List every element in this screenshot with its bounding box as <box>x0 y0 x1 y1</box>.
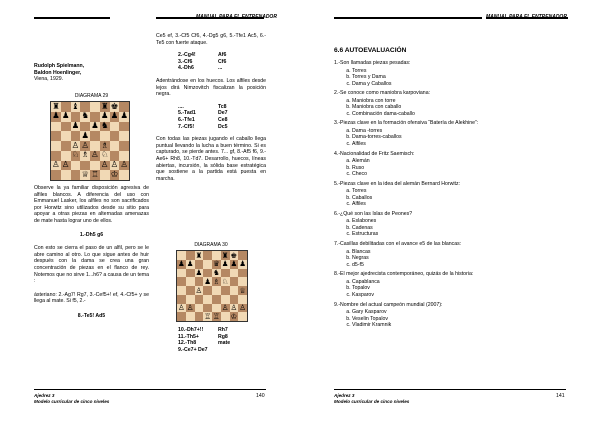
black-pawn-icon: ♟ <box>71 121 80 132</box>
question-text: 1.-Son llamadas piezas pesadas: <box>334 60 411 66</box>
board-square <box>110 112 120 122</box>
move-black: Dc5 <box>218 123 228 130</box>
board-square <box>80 131 90 141</box>
footer-subtitle: Modelo curricular de cinco niveles <box>34 399 110 404</box>
black-knight-icon: ♞ <box>81 111 89 122</box>
chess-diagram-30 <box>176 250 248 322</box>
black-pawn-icon: ♟ <box>100 111 109 122</box>
move-list <box>156 52 266 72</box>
board-square <box>100 141 110 151</box>
move-black: De7 <box>218 110 228 117</box>
paragraph: Con todas las piezas jugando el caballo llega puntual llevando la lucha a buen término. Si es capturado, se pierde antes. 7... gf, 8.-Af5 f6, 9.-Ae6+ Rh8, 10.-Td7. Desarrollo, huecos, líneas abiertas, incursión, la sólida base estratégica que sostiene a la partida está puesta en marcha. <box>156 136 266 182</box>
board-square <box>51 170 61 180</box>
white-pawn-icon: ♙ <box>221 303 229 313</box>
board-square <box>186 260 195 269</box>
board-square <box>110 151 120 161</box>
board-square <box>212 295 221 304</box>
board-square <box>71 122 81 132</box>
black-knight-icon: ♞ <box>213 268 220 278</box>
move-list <box>156 327 266 353</box>
answer-option: b. Maniobra con caballo <box>352 104 566 111</box>
white-pawn-icon: ♙ <box>186 303 194 313</box>
move-white: 3.-Cf6 <box>178 58 193 65</box>
board-square <box>90 170 100 180</box>
board-square <box>51 151 61 161</box>
board-square <box>90 131 100 141</box>
move-white: 9.-Ce7+ De7 <box>178 346 208 353</box>
answer-option: c. d5-f5 <box>352 262 566 269</box>
black-knight-icon: ♞ <box>100 121 109 132</box>
move-white: 7.-Cf5! <box>178 123 195 130</box>
header-rule <box>486 17 568 19</box>
board-square <box>90 102 100 112</box>
board-square <box>119 122 129 132</box>
move-white: 6.-Tfe1 <box>178 116 195 123</box>
board-square <box>71 161 81 171</box>
question <box>334 241 566 268</box>
answer-option: b. Topalov <box>352 285 566 292</box>
board-square <box>230 304 239 313</box>
paragraph: Adentrándose en los huecos. Los alfiles desde lejos dirá Nimzovitch fiscalizan la posición negra. <box>156 77 266 98</box>
move-white: 2.-Cg4! <box>178 52 196 59</box>
answer-option: b. Negras <box>352 255 566 262</box>
move-black: ... <box>218 65 223 72</box>
board-square <box>90 122 100 132</box>
black-king-icon: ♚ <box>110 101 119 112</box>
footer-subtitle: Modelo curricular de cinco niveles <box>334 399 410 404</box>
board-square <box>230 260 239 269</box>
right-page <box>300 0 600 424</box>
answer-option: c. Combinación dama-caballo <box>352 111 566 118</box>
white-pawn-icon: ♙ <box>71 140 80 151</box>
header-title: MANUAL PARA EL ENTRENADOR <box>196 14 277 20</box>
board-square <box>100 112 110 122</box>
question <box>334 181 566 208</box>
footer-book: Ajedrez 3 <box>334 393 355 398</box>
diagram-caption: DIAGRAMA 30 <box>194 242 228 248</box>
board-square <box>61 170 71 180</box>
board-square <box>119 151 129 161</box>
board-square <box>212 269 221 278</box>
board-square <box>177 286 186 295</box>
board-square <box>203 286 212 295</box>
board-square <box>80 102 90 112</box>
board-square <box>203 269 212 278</box>
board-square <box>238 312 247 321</box>
white-bishop-icon: ♗ <box>100 140 109 151</box>
page-number: 141 <box>556 393 565 399</box>
board-square <box>119 141 129 151</box>
answer-option: c. Checo <box>352 171 566 178</box>
board-square <box>61 102 71 112</box>
board-square <box>119 102 129 112</box>
answer-option: a. Eslabones <box>352 218 566 225</box>
black-king-icon: ♚ <box>230 250 238 260</box>
white-king-icon: ♔ <box>110 169 119 180</box>
white-rook-icon: ♖ <box>204 311 211 321</box>
black-rook-icon: ♜ <box>221 250 229 260</box>
board-square <box>212 277 221 286</box>
board-square <box>186 304 195 313</box>
white-pawn-icon: ♙ <box>230 303 238 313</box>
black-pawn-icon: ♟ <box>91 121 99 132</box>
diagram-caption: DIAGRAMA 29 <box>74 93 109 99</box>
board-square <box>90 112 100 122</box>
white-pawn-icon: ♙ <box>91 150 99 161</box>
black-pawn-icon: ♟ <box>178 259 185 269</box>
answer-option: a. Capablanca <box>352 279 566 286</box>
answer-option: a. Torres <box>352 188 566 195</box>
board-square <box>238 304 247 313</box>
board-square <box>177 269 186 278</box>
board-square <box>80 161 90 171</box>
board-square <box>186 277 195 286</box>
move-white: 12.-Th8 <box>178 340 197 347</box>
question <box>334 90 566 117</box>
paragraph: Observe la ya familiar disposición agresiva de alfiles blancos. A diferencia del uso con Emmanuel Lasker, los alfiles no son sacrificados por Horwitz sino utilizados desde su sitio para apoyar a otras piezas en alternadas amenazas de mate hasta lograr uno de ellos. <box>34 185 149 224</box>
black-pawn-icon: ♟ <box>61 111 70 122</box>
footer-rule <box>334 389 566 390</box>
white-pawn-icon: ♙ <box>110 160 119 171</box>
board-square <box>177 277 186 286</box>
question <box>334 211 566 238</box>
board-square <box>100 122 110 132</box>
white-pawn-icon: ♙ <box>120 160 128 171</box>
move-black: mate <box>218 340 231 347</box>
move-black: Ce8 <box>218 116 228 123</box>
board-square <box>212 312 221 321</box>
question-text: 4.-Nacionalidad de Fritz Saemisch: <box>334 150 415 157</box>
board-square <box>186 312 195 321</box>
white-pawn-icon: ♙ <box>81 140 89 151</box>
white-knight-icon: ♘ <box>100 150 109 161</box>
board-square <box>61 161 71 171</box>
board-square <box>80 170 90 180</box>
board-square <box>110 122 120 132</box>
answer-option: b. Caballos <box>352 195 566 202</box>
board-square <box>90 161 100 171</box>
board-square <box>80 141 90 151</box>
board-square <box>212 286 221 295</box>
board-square <box>119 131 129 141</box>
board-square <box>71 131 81 141</box>
move-black: Rh7 <box>218 327 228 333</box>
board-square <box>71 112 81 122</box>
place: Viena, 1929. <box>34 76 64 83</box>
board-square <box>238 277 247 286</box>
board-square <box>195 269 204 278</box>
board-square <box>119 170 129 180</box>
paragraph: ásteriano: 2.-Ag7! Rg7, 3.-Cef5+! ef, 4.-Cf5+ y se llega al mate. Si f5, 2.- <box>34 291 149 305</box>
answer-option: a. Dama -torres <box>352 128 566 135</box>
answer-option: a. Torres <box>352 68 566 75</box>
black-pawn-icon: ♟ <box>230 259 238 269</box>
black-pawn-icon: ♟ <box>195 268 203 278</box>
move-black <box>218 347 244 354</box>
board-square <box>203 260 212 269</box>
board-square <box>195 251 204 260</box>
board-square <box>71 141 81 151</box>
question <box>334 302 566 329</box>
black-rook-icon: ♜ <box>195 250 203 260</box>
board-square <box>177 260 186 269</box>
white-pawn-icon: ♙ <box>52 160 60 171</box>
board-square <box>221 312 230 321</box>
board-square <box>61 122 71 132</box>
question <box>334 271 566 298</box>
question-text: 8.-El mejor ajedrecista contemporáneo, quizás de la historia: <box>334 271 474 278</box>
question-text: 6.-¿Qué son las Islas de Peones? <box>334 210 413 217</box>
white-pawn-icon: ♙ <box>61 160 70 171</box>
board-square <box>221 286 230 295</box>
white-pawn-icon: ♙ <box>195 285 203 295</box>
board-square <box>203 312 212 321</box>
board-square <box>203 277 212 286</box>
board-square <box>80 112 90 122</box>
white-rook-icon: ♖ <box>213 311 220 321</box>
question-text: 5.-Piezas clave en la idea del alemán Bernard Horwitz: <box>334 180 461 187</box>
board-square <box>90 151 100 161</box>
board-square <box>221 260 230 269</box>
board-square <box>230 286 239 295</box>
answer-option: c. Vladimir Kramnik <box>352 322 566 329</box>
board-square <box>61 151 71 161</box>
move-black: Tc8 <box>218 103 227 110</box>
board-square <box>71 151 81 161</box>
black-pawn-icon: ♟ <box>204 276 211 286</box>
board-square <box>110 161 120 171</box>
black-pawn-icon: ♟ <box>110 111 119 122</box>
opponent: Baldon Hoenlinger, <box>34 69 82 76</box>
board-square <box>238 286 247 295</box>
white-king-icon: ♔ <box>230 311 238 321</box>
chess-diagram-29 <box>50 101 130 181</box>
board-square <box>230 269 239 278</box>
paragraph: Ce5 ef, 3.-Cf5 Cf6, 4.-Dg5 g6, 5.-Tfe1 Ac5, 6.-Te5 con fuerte ataque. <box>156 33 266 46</box>
board-square <box>230 277 239 286</box>
board-square <box>119 112 129 122</box>
board-square <box>71 170 81 180</box>
answer-option: c. Estructuras <box>352 231 566 238</box>
answer-option: b. Cadenas <box>352 225 566 232</box>
move-white: 10.-Dh7+!! <box>178 327 204 333</box>
black-pawn-icon: ♟ <box>186 259 194 269</box>
move-black: Rg8 <box>218 333 228 340</box>
question-text: 9.-Nombre del actual campeón mundial (2007): <box>334 301 443 308</box>
board-square <box>80 151 90 161</box>
board-square <box>195 312 204 321</box>
white-bishop-icon: ♗ <box>213 276 220 286</box>
board-square <box>61 131 71 141</box>
answer-option: c. Dama y Caballos <box>352 81 566 88</box>
board-square <box>195 304 204 313</box>
black-rook-icon: ♜ <box>100 101 109 112</box>
board-square <box>100 170 110 180</box>
board-square <box>80 122 90 132</box>
black-pawn-icon: ♟ <box>120 111 128 122</box>
black-pawn-icon: ♟ <box>239 259 246 269</box>
white-pawn-icon: ♙ <box>239 303 246 313</box>
board-square <box>238 260 247 269</box>
answer-option: c. Kasparov <box>352 292 566 299</box>
board-square <box>110 170 120 180</box>
move-white: .... <box>178 103 184 110</box>
white-queen-icon: ♕ <box>81 169 89 180</box>
answer-option: a. Maniobra con torre <box>352 98 566 105</box>
footer-rule <box>34 389 266 390</box>
board-square <box>90 141 100 151</box>
white-knight-icon: ♘ <box>71 150 80 161</box>
board-square <box>221 277 230 286</box>
board-square <box>177 312 186 321</box>
move-white: 5.-Tad1 <box>178 110 196 117</box>
white-rook-icon: ♖ <box>91 169 99 180</box>
question <box>334 151 566 178</box>
answer-option: b. Torres y Dama <box>352 74 566 81</box>
board-square <box>51 141 61 151</box>
header-rule <box>334 17 482 19</box>
move-line: 8.-Te5! Ad5 <box>77 312 106 319</box>
board-square <box>51 112 61 122</box>
black-pawn-icon: ♟ <box>221 259 229 269</box>
board-square <box>221 269 230 278</box>
black-pawn-icon: ♟ <box>81 130 89 141</box>
white-queen-icon: ♕ <box>239 285 246 295</box>
answer-option: b. Ruso <box>352 165 566 172</box>
board-square <box>221 304 230 313</box>
board-square <box>238 269 247 278</box>
board-square <box>51 161 61 171</box>
answer-option: b. Dama-torres-caballos <box>352 134 566 141</box>
question <box>334 120 566 147</box>
white-pawn-icon: ♙ <box>100 160 109 171</box>
board-square <box>203 295 212 304</box>
black-bishop-icon: ♝ <box>71 101 80 112</box>
board-square <box>51 122 61 132</box>
board-square <box>186 269 195 278</box>
board-square <box>100 151 110 161</box>
white-pawn-icon: ♙ <box>178 303 185 313</box>
black-rook-icon: ♜ <box>52 101 60 112</box>
answer-option: c. Alfiles <box>352 201 566 208</box>
paragraph: Con esto se cierra el paso de un alfil, pero se le abre camino al otro. Lo que sigue antes de huir después con la dama se crea una gran concentración de piezas en el flanco de rey. Notemos que no sirve 1...h6? a causa de un tema : <box>34 245 149 285</box>
board-square <box>195 277 204 286</box>
question-text: 7.-Casillas debilitadas con el avance e5 de las blancas: <box>334 241 462 248</box>
page-number: 140 <box>256 393 265 399</box>
board-square <box>100 131 110 141</box>
board-square <box>61 141 71 151</box>
footer-book: Ajedrez 3 <box>34 393 55 398</box>
board-square <box>230 312 239 321</box>
answer-option: b. Veselin Topalov <box>352 316 566 323</box>
header-rule <box>34 17 110 19</box>
question-list <box>334 60 566 332</box>
board-square <box>51 131 61 141</box>
board-square <box>186 286 195 295</box>
black-queen-icon: ♛ <box>213 259 220 269</box>
board-square <box>119 161 129 171</box>
move-list <box>156 104 266 130</box>
board-square <box>71 102 81 112</box>
board-square <box>195 286 204 295</box>
move-black: Af6 <box>218 52 227 59</box>
board-square <box>212 304 221 313</box>
board-square <box>195 295 204 304</box>
section-title: 6.6 AUTOEVALUACIÓN <box>334 47 407 54</box>
move-black: Cf6 <box>218 58 227 65</box>
answer-option: a. Alemán <box>352 158 566 165</box>
answer-option: a. Blancas <box>352 249 566 256</box>
answer-option: c. Alfiles <box>352 141 566 148</box>
board-square <box>110 131 120 141</box>
board-square <box>203 251 212 260</box>
board-square <box>61 112 71 122</box>
author: Rudolph Spielmann, <box>34 63 85 69</box>
question-text: 3.-Piezas clave en la formación ofensiva “Batería de Alekhine”: <box>334 120 479 127</box>
white-bishop-icon: ♗ <box>81 150 89 161</box>
question-text: 2.-Se conoce como maniobra karpoviana: <box>334 90 431 97</box>
board-square <box>100 161 110 171</box>
move-white: 11.-Th5+ <box>178 333 199 340</box>
question <box>334 60 566 87</box>
board-square <box>203 304 212 313</box>
answer-option: a. Gary Kasparov <box>352 309 566 316</box>
move-line: 1.-Dh5 g6 <box>79 231 104 238</box>
board-square <box>51 102 61 112</box>
board-square <box>100 102 110 112</box>
board-square <box>110 102 120 112</box>
board-square <box>177 304 186 313</box>
board-square <box>110 141 120 151</box>
move-white: 4.-Dh6 <box>178 65 194 72</box>
black-pawn-icon: ♟ <box>52 111 60 122</box>
white-knight-icon: ♘ <box>221 276 229 286</box>
